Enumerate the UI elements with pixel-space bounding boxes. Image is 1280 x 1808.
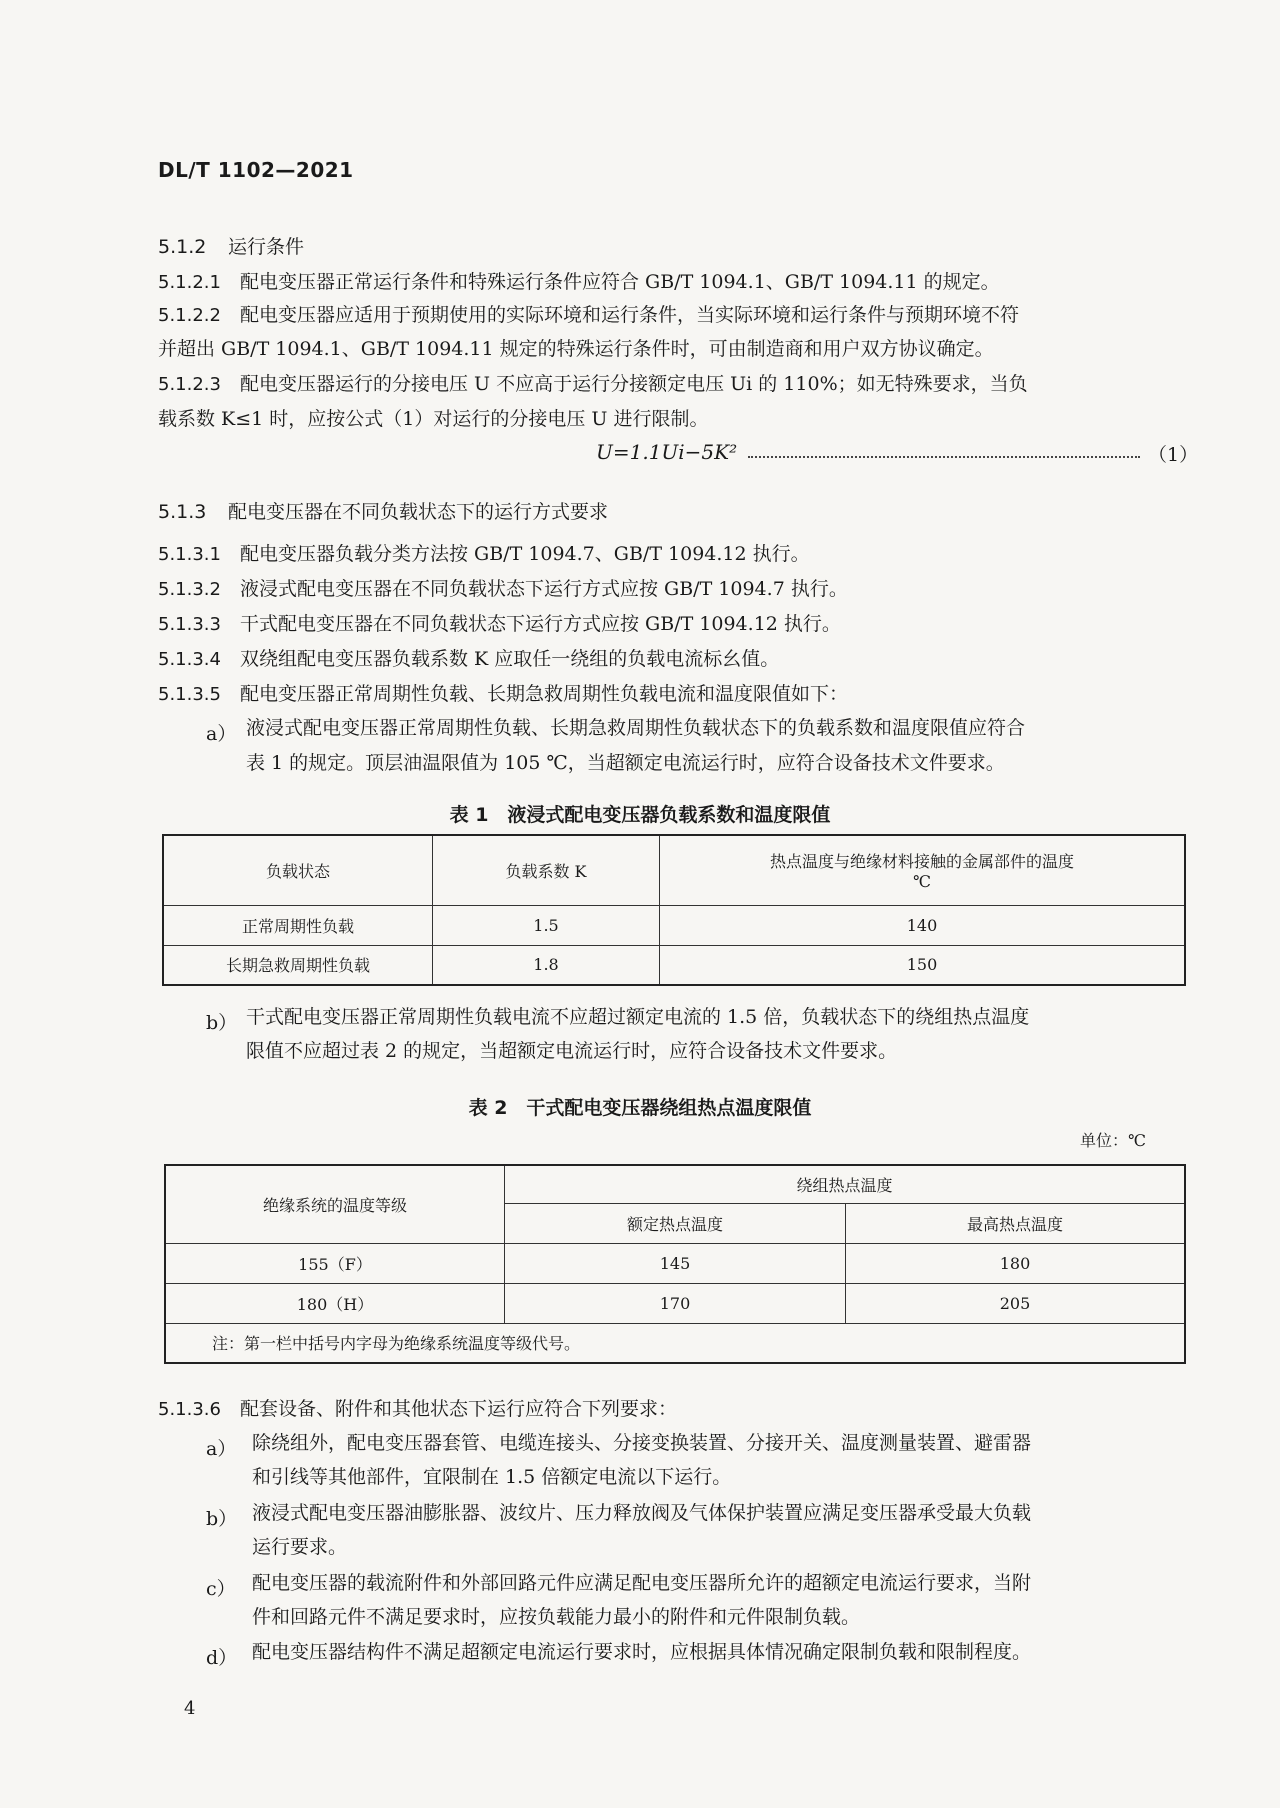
list-item-text-line2: 限值不应超过表 2 的规定，当超额定电流运行时，应符合设备技术文件要求。 [246, 1040, 898, 1062]
section-heading-5-1-2 [158, 232, 304, 259]
table-cell: 170 [505, 1283, 846, 1323]
clause-number: 5.1.3.6 [158, 1399, 221, 1420]
formula-leader-dots [748, 456, 1140, 458]
list-item-text-line2: 和引线等其他部件，宜限制在 1.5 倍额定电流以下运行。 [252, 1466, 732, 1488]
list-item-text-line1: 液浸式配电变压器正常周期性负载、长期急救周期性负载状态下的负载系数和温度限值应符合 [246, 717, 1026, 739]
clause-number: 5.1.2.3 [158, 374, 221, 395]
clause-text: 配电变压器正常周期性负载、长期急救周期性负载电流和温度限值如下： [240, 683, 849, 705]
clause-5-1-3-3 [158, 615, 841, 634]
table-row [165, 1283, 1185, 1323]
clause-5-1-2-3-cont: 载系数 K≤1 时，应按公式（1）对运行的分接电压 U 进行限制。 [158, 408, 709, 430]
table-cell: 1.8 [433, 945, 660, 985]
header-text: 热点温度与绝缘材料接触的金属部件的温度 [769, 852, 1074, 872]
clause-number: 5.1.2.1 [158, 272, 221, 293]
list-item-label: c） [206, 1578, 236, 1600]
header-cell: 额定热点温度 [505, 1203, 846, 1243]
clause-number: 5.1.3.2 [158, 579, 221, 600]
header-cell [660, 835, 1186, 905]
table-cell: 150 [660, 945, 1186, 985]
table-row [165, 1243, 1185, 1283]
list-item-text-line1: 液浸式配电变压器油膨胀器、波纹片、压力释放阀及气体保护装置应满足变压器承受最大负载 [252, 1502, 1032, 1524]
list-item-text-line1: 配电变压器结构件不满足超额定电流运行要求时，应根据具体情况确定限制负载和限制程度。 [252, 1641, 1032, 1663]
clause-text-line1: 配电变压器应适用于预期使用的实际环境和运行条件，当实际环境和运行条件与预期环境不符 [240, 304, 1020, 326]
clause-text: 双绕组配电变压器负载系数 K 应取任一绕组的负载电流标幺值。 [240, 648, 780, 670]
table-row [163, 945, 1185, 985]
table-2-unit: 单位：℃ [1080, 1131, 1146, 1150]
section-number: 5.1.3 [158, 501, 207, 523]
table-cell: 180 [846, 1243, 1186, 1283]
clause-text: 配套设备、附件和其他状态下运行应符合下列要求： [240, 1398, 678, 1420]
document-id: DL/T 1102—2021 [158, 158, 354, 182]
list-item-text-line2: 表 1 的规定。顶层油温限值为 105 ℃，当超额定电流运行时，应符合设备技术文件要求。 [246, 752, 1005, 774]
clause-number: 5.1.3.1 [158, 544, 221, 565]
clause-5-1-2-2-cont: 并超出 GB/T 1094.1、GB/T 1094.11 规定的特殊运行条件时，可由制造商和用户双方协议确定。 [158, 338, 994, 360]
clause-text: 配电变压器负载分类方法按 GB/T 1094.7、GB/T 1094.12 执行。 [240, 543, 810, 565]
clause-text: 液浸式配电变压器在不同负载状态下运行方式应按 GB/T 1094.7 执行。 [240, 578, 848, 600]
table-2-title: 表 2 干式配电变压器绕组热点温度限值 [468, 1097, 812, 1119]
section-number: 5.1.2 [158, 236, 207, 258]
list-item-text-line1: 配电变压器的载流附件和外部回路元件应满足配电变压器所允许的超额定电流运行要求，当附 [252, 1572, 1032, 1594]
table-cell: 145 [505, 1243, 846, 1283]
list-item-label: a） [206, 723, 237, 745]
clause-5-1-2-1 [158, 273, 1000, 292]
clause-number: 5.1.3.4 [158, 649, 221, 670]
clause-number: 5.1.2.2 [158, 305, 221, 326]
clause-number: 5.1.3.3 [158, 614, 221, 635]
clause-number: 5.1.3.5 [158, 684, 221, 705]
table-1 [162, 834, 1186, 986]
clause-text: 干式配电变压器在不同负载状态下运行方式应按 GB/T 1094.12 执行。 [240, 613, 841, 635]
table-1-title: 表 1 液浸式配电变压器负载系数和温度限值 [449, 804, 831, 826]
clause-5-1-2-3 [158, 375, 1028, 394]
list-item-label: b） [206, 1012, 238, 1034]
section-title: 运行条件 [228, 236, 305, 258]
table-cell: 1.5 [433, 905, 660, 945]
clause-5-1-3-1 [158, 545, 810, 564]
list-item-text-line1: 除绕组外，配电变压器套管、电缆连接头、分接变换装置、分接开关、温度测量装置、避雷器 [252, 1432, 1032, 1454]
table-cell: 180（H） [165, 1283, 505, 1323]
list-item-text-line2: 件和回路元件不满足要求时，应按负载能力最小的附件和元件限制负载。 [252, 1606, 861, 1628]
list-item-label: b） [206, 1508, 238, 1530]
clause-5-1-3-5 [158, 685, 848, 704]
list-item-label: a） [206, 1438, 237, 1460]
header-cell: 负载状态 [163, 835, 433, 905]
table-note: 注：第一栏中括号内字母为绝缘系统温度等级代号。 [165, 1323, 1185, 1363]
table-cell: 205 [846, 1283, 1186, 1323]
header-cell: 负载系数 K [433, 835, 660, 905]
list-item-text-line2: 运行要求。 [252, 1536, 348, 1558]
table-note-row [165, 1323, 1185, 1363]
clause-5-1-3-4 [158, 650, 779, 669]
table-row [163, 905, 1185, 945]
clause-5-1-3-2 [158, 580, 848, 599]
clause-5-1-3-6 [158, 1400, 677, 1419]
section-title: 配电变压器在不同负载状态下的运行方式要求 [228, 501, 609, 523]
header-cell: 最高热点温度 [846, 1203, 1186, 1243]
list-item-text-line1: 干式配电变压器正常周期性负载电流不应超过额定电流的 1.5 倍，负载状态下的绕组热点温度 [246, 1006, 1030, 1028]
clause-5-1-2-2 [158, 306, 1019, 325]
clause-text-line1: 配电变压器运行的分接电压 U 不应高于运行分接额定电压 Ui 的 110%；如无特殊要求，当负 [240, 373, 1028, 395]
table-header-row [165, 1165, 1185, 1203]
page-number: 4 [184, 1698, 196, 1719]
clause-text: 配电变压器正常运行条件和特殊运行条件应符合 GB/T 1094.1、GB/T 1094.11 的规定。 [240, 271, 1000, 293]
formula-number: （1） [1148, 444, 1199, 466]
header-cell: 绝缘系统的温度等级 [165, 1165, 505, 1243]
list-item-label: d） [206, 1647, 238, 1669]
table-cell: 正常周期性负载 [163, 905, 433, 945]
table-cell: 长期急救周期性负载 [163, 945, 433, 985]
table-header-row [163, 835, 1185, 905]
header-group-cell: 绕组热点温度 [505, 1165, 1186, 1203]
formula-1: U=1.1Ui−5K² [596, 440, 738, 464]
table-2 [164, 1164, 1186, 1364]
table-cell: 155（F） [165, 1243, 505, 1283]
header-unit: ℃ [913, 872, 931, 892]
section-heading-5-1-3 [158, 497, 608, 524]
table-cell: 140 [660, 905, 1186, 945]
